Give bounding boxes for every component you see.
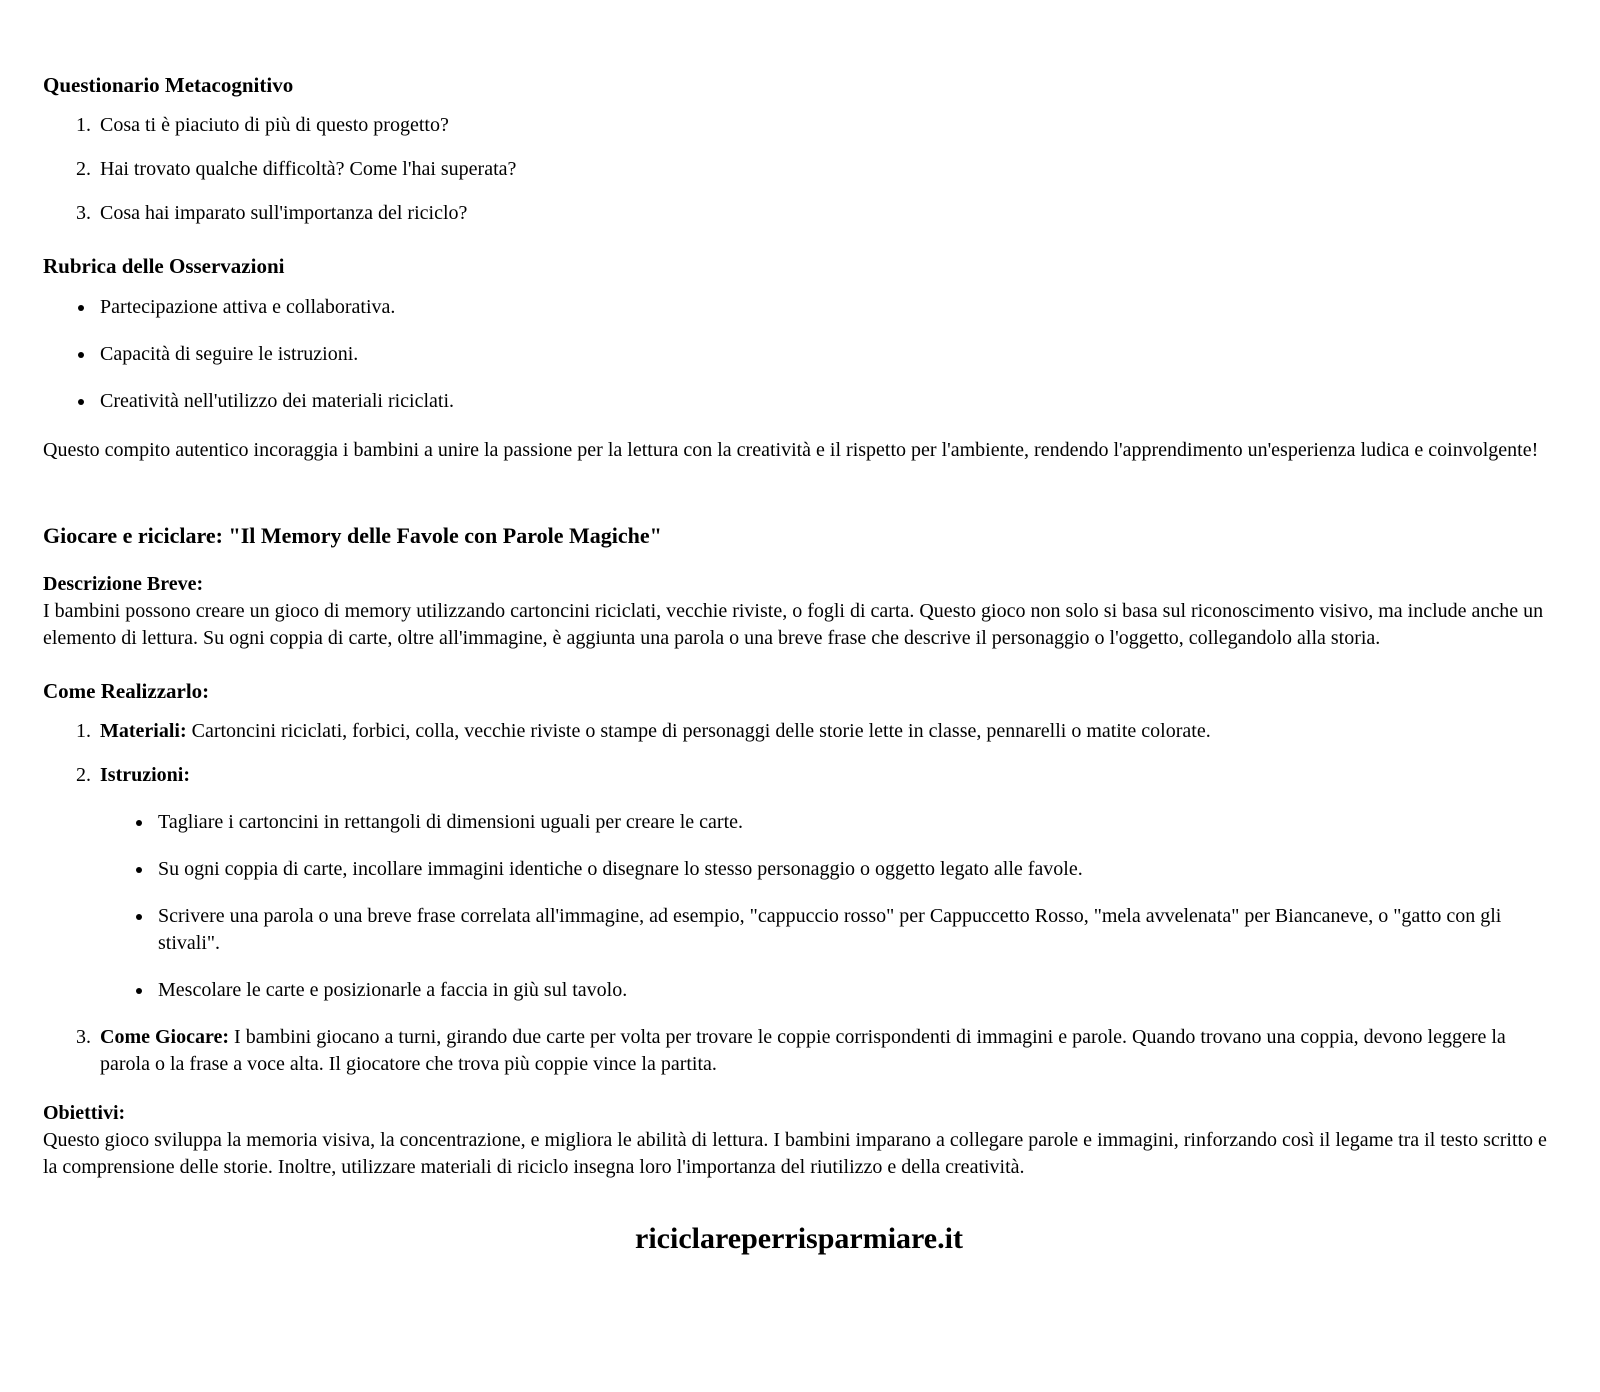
step-come-giocare-text: I bambini giocano a turni, girando due carte per volta per trovare le coppie corrispondenti di immagini e parole. Quando trovano una coppia, devono leggere la parola o la frase a voce alta. Il giocatore che trova più coppie vince la partita. bbox=[100, 1026, 1506, 1076]
goals-label: Obiettivi: bbox=[43, 1102, 126, 1125]
step-istruzioni-label: Istruzioni: bbox=[100, 764, 190, 787]
rubric-item: • Capacità di seguire le istruzioni. bbox=[96, 341, 1555, 368]
closing-paragraph: Questo compito autentico incoraggia i bambini a unire la passione per la lettura con la creatività e il rispetto per l'ambiente, rendendo l'apprendimento un'esperienza ludica e coinvolgente! bbox=[43, 438, 1539, 461]
site-footer-title: riciclareperrisparmiare.it bbox=[635, 1222, 963, 1256]
heading-questionario-metacognitivo: Questionario Metacognitivo bbox=[43, 73, 294, 97]
rubric-list bbox=[43, 294, 1555, 415]
heading-game-title: Giocare e riciclare: "Il Memory delle Favole con Parole Magiche" bbox=[43, 522, 662, 548]
heading-rubrica-osservazioni: Rubrica delle Osservazioni bbox=[43, 254, 285, 279]
goals-block bbox=[43, 1100, 1555, 1181]
description-label: Descrizione Breve: bbox=[43, 573, 204, 596]
step-istruzioni bbox=[96, 762, 1555, 1004]
description-block bbox=[43, 571, 1555, 652]
instruction-item: • Mescolare le carte e posizionarle a faccia in giù sul tavolo. bbox=[154, 977, 1555, 1004]
goals-text: Questo gioco sviluppa la memoria visiva, la concentrazione, e migliora le abilità di lettura. I bambini imparano a collegare parole e immagini, rinforzando così il legame tra il testo scritto e la comprensione delle storie. Inoltre, utilizzare materiali di riciclo insegna loro l'importanza del riutilizzo e della creatività. bbox=[43, 1129, 1547, 1179]
questionnaire-list bbox=[43, 112, 1555, 227]
heading-come-realizzarlo: Come Realizzarlo: bbox=[43, 679, 210, 704]
instruction-item: • Scrivere una parola o una breve frase correlata all'immagine, ad esempio, "cappuccio rosso" per Cappuccetto Rosso, "mela avvelenata" per Biancaneve, o "gatto con gli stivali". bbox=[154, 903, 1555, 957]
rubric-item: • Partecipazione attiva e collaborativa. bbox=[96, 294, 1555, 321]
step-materiali-label: Materiali: bbox=[100, 720, 187, 743]
instruction-item: • Tagliare i cartoncini in rettangoli di dimensioni uguali per creare le carte. bbox=[154, 809, 1555, 836]
questionnaire-item: 3. Cosa hai imparato sull'importanza del riciclo? bbox=[96, 200, 1555, 227]
step-come-giocare bbox=[96, 1024, 1555, 1078]
questionnaire-item: 1. Cosa ti è piaciuto di più di questo progetto? bbox=[96, 112, 1555, 139]
description-text: I bambini possono creare un gioco di memory utilizzando cartoncini riciclati, vecchie riviste, o fogli di carta. Questo gioco non solo si basa sul riconoscimento visivo, ma include anche un elemento di lettura. Su ogni coppia di carte, oltre all'immagine, è aggiunta una parola o una breve frase che descrive il personaggio o l'oggetto, collegandolo alla storia. bbox=[43, 600, 1544, 650]
rubric-item: • Creatività nell'utilizzo dei materiali riciclati. bbox=[96, 388, 1555, 415]
instruction-item: • Su ogni coppia di carte, incollare immagini identiche o disegnare lo stesso personaggio o oggetto legato alle favole. bbox=[154, 856, 1555, 883]
instructions-list bbox=[100, 809, 1555, 1004]
step-materiali-text: Cartoncini riciclati, forbici, colla, vecchie riviste o stampe di personaggi delle storie lette in classe, pennarelli o matite colorate. bbox=[186, 720, 1211, 743]
questionnaire-item: 2. Hai trovato qualche difficoltà? Come l'hai superata? bbox=[96, 156, 1555, 183]
how-to-list bbox=[43, 718, 1555, 1078]
step-materiali bbox=[96, 718, 1555, 745]
step-come-giocare-label: Come Giocare: bbox=[100, 1026, 230, 1049]
